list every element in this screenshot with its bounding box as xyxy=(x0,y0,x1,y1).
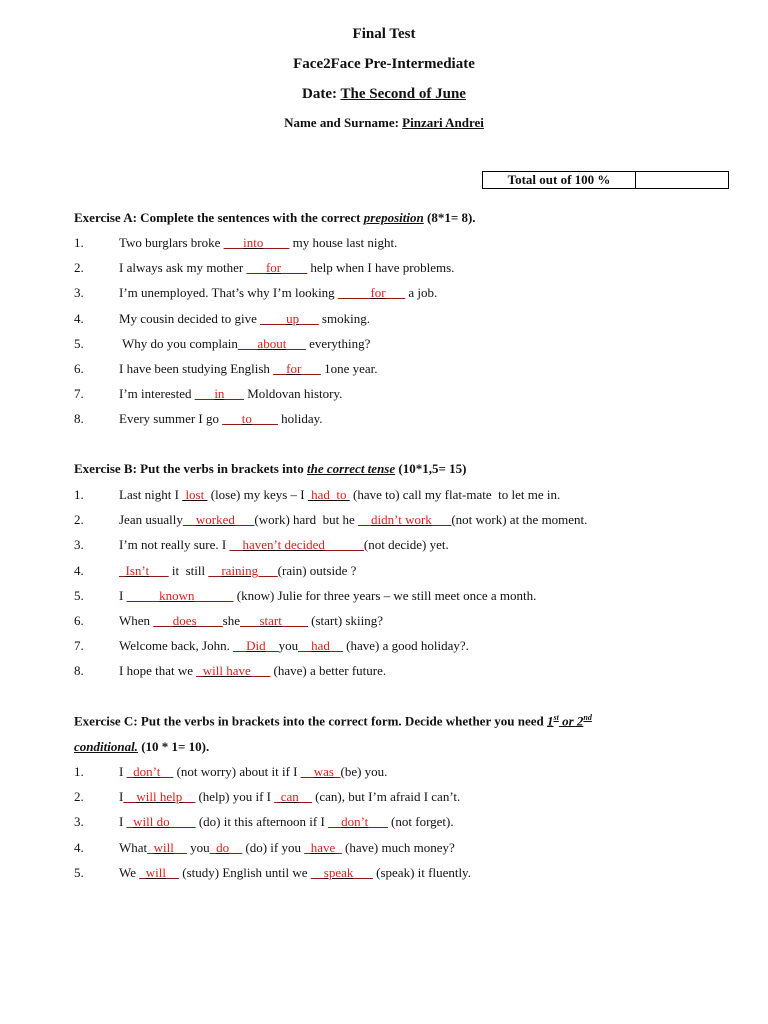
sentence-text: I’m interested xyxy=(119,386,195,402)
item-sentence xyxy=(119,537,449,553)
item-sentence xyxy=(119,285,437,301)
sentence-text: Last night I xyxy=(119,487,183,502)
exercise-title-part: the correct tense xyxy=(307,461,396,476)
item-sentence xyxy=(119,336,370,352)
answer-blank: ___does____ xyxy=(153,613,223,628)
sentence-text: We xyxy=(119,864,140,880)
sentence-text: I’m unemployed. That’s why I’m looking xyxy=(119,285,338,301)
item-number: 6. xyxy=(74,361,84,376)
sentence-text: (not worry) about it if I xyxy=(173,764,301,779)
item-number: 7. xyxy=(74,386,84,402)
sentence-text: it still xyxy=(168,562,209,578)
exercise-a-title xyxy=(74,210,476,226)
item-sentence xyxy=(119,512,587,528)
item-number: 6. xyxy=(74,613,84,628)
sentence-text: I xyxy=(119,789,124,805)
date-value: The Second of June xyxy=(340,86,466,102)
sentence-text: Jean usually xyxy=(119,512,183,528)
answer-blank: lost xyxy=(182,487,208,502)
item-number: 2. xyxy=(74,512,84,528)
answer-blank: __was_ xyxy=(300,764,341,779)
exercise-title-part: Exercise C: Put the verbs in brackets into the correct form. Decide whether you need xyxy=(74,713,547,729)
sentence-text: (have) a good holiday?. xyxy=(342,638,469,654)
sentence-text: What xyxy=(119,839,148,855)
exercise-c-title xyxy=(74,713,592,729)
item-number: 5. xyxy=(74,587,84,603)
answer-blank: __speak___ xyxy=(310,864,373,880)
answer-blank: _don’t__ xyxy=(126,764,174,779)
item-sentence xyxy=(119,487,560,503)
answer-blank: _will__ xyxy=(139,864,179,880)
sentence-text: Every summer I go xyxy=(119,411,223,427)
sentence-text: When xyxy=(119,613,154,628)
sentence-text: (start) skiing? xyxy=(307,613,383,628)
item-sentence xyxy=(119,588,536,604)
exercise-title-part: Exercise A: Complete the sentences with the correct xyxy=(74,210,364,225)
item-sentence xyxy=(119,386,342,402)
sentence-text: I xyxy=(119,764,127,779)
item-number: 1. xyxy=(74,235,84,250)
answer-blank: ____up___ xyxy=(260,310,319,326)
item-sentence xyxy=(119,840,455,856)
exercise-title-part: st xyxy=(553,713,559,722)
exercise-title-part: (8*1= 8). xyxy=(423,210,476,225)
sentence-text: smoking. xyxy=(318,310,370,326)
sentence-text: holiday. xyxy=(277,411,323,427)
item-sentence xyxy=(119,789,460,805)
answer-blank: __don’t___ xyxy=(328,814,388,830)
item-number: 4. xyxy=(74,839,84,855)
sentence-text: Two burglars broke xyxy=(119,235,224,250)
page-title: Final Test xyxy=(352,26,416,42)
item-sentence xyxy=(119,411,323,427)
item-number: 7. xyxy=(74,638,84,654)
answer-blank: __for___ xyxy=(273,361,321,376)
sentence-text: I always ask my mother xyxy=(119,260,247,276)
item-sentence xyxy=(119,764,387,780)
sentence-text: (speak) it fluently. xyxy=(372,864,471,880)
item-number: 2. xyxy=(74,260,84,276)
sentence-text: I’m not really sure. I xyxy=(119,537,230,553)
sentence-text: My cousin decided to give xyxy=(119,310,261,326)
sentence-text: a job. xyxy=(405,285,438,301)
exercise-c-title-continued xyxy=(74,739,209,755)
sentence-text: I have been studying English xyxy=(119,361,274,376)
sentence-text: Welcome back, John. xyxy=(119,638,234,654)
total-score-table xyxy=(482,171,729,189)
answer-blank: __haven’t decided______ xyxy=(229,537,364,553)
item-number: 5. xyxy=(74,335,84,351)
exercise-title-part: preposition xyxy=(363,210,424,225)
item-number: 1. xyxy=(74,764,84,779)
answer-blank: __Did__ xyxy=(233,638,279,654)
item-number: 1. xyxy=(74,487,84,502)
answer-blank: ___about___ xyxy=(237,335,306,351)
sentence-text: Moldovan history. xyxy=(243,386,343,402)
answer-blank: _Isn’t___ xyxy=(119,562,169,578)
item-sentence xyxy=(119,613,383,629)
answer-blank: ___start____ xyxy=(239,613,308,628)
item-number: 5. xyxy=(74,864,84,880)
answer-blank: ___in___ xyxy=(194,386,244,402)
sentence-text: (work) hard but he xyxy=(254,512,359,528)
sentence-text: Why do you complain xyxy=(119,335,238,351)
course-name: Face2Face Pre-Intermediate xyxy=(293,56,475,72)
sentence-text: you xyxy=(186,839,210,855)
sentence-text: help when I have problems. xyxy=(307,260,455,276)
sentence-text: (have to) call my flat-mate to let me in. xyxy=(349,487,561,502)
sentence-text: (not forget). xyxy=(387,814,454,830)
answer-blank: ___to____ xyxy=(222,411,278,427)
date-label: Date: xyxy=(302,86,338,102)
exercise-title-part: nd xyxy=(583,713,592,722)
sentence-text: I xyxy=(119,814,127,830)
exercise-title-part: Exercise B: Put the verbs in brackets into xyxy=(74,461,308,476)
sentence-text: (be) you. xyxy=(340,764,388,779)
exercise-title-part: (10*1,5= 15) xyxy=(395,461,467,476)
answer-blank: __worked___ xyxy=(182,512,255,528)
answer-blank: _will__ xyxy=(147,839,187,855)
answer-blank: __will help__ xyxy=(123,789,196,805)
answer-blank: _will have___ xyxy=(196,663,271,679)
sentence-text: everything? xyxy=(305,335,371,351)
sentence-text: (have) much money? xyxy=(341,839,455,855)
answer-blank: _____known______ xyxy=(126,587,234,603)
answer-blank: ___for____ xyxy=(246,260,308,276)
item-sentence xyxy=(119,638,469,654)
sentence-text: I hope that we xyxy=(119,663,197,679)
item-sentence xyxy=(119,311,370,327)
item-number: 2. xyxy=(74,789,84,805)
answer-blank: had to xyxy=(307,487,350,502)
sentence-text: (do) it this afternoon if I xyxy=(195,814,329,830)
exercise-title-part: 1 xyxy=(546,713,554,729)
sentence-text: (have) a better future. xyxy=(270,663,387,679)
item-sentence xyxy=(119,814,454,830)
name-label: Name and Surname: xyxy=(284,115,399,130)
sentence-text: my house last night. xyxy=(289,235,398,250)
name-value: Pinzari Andrei xyxy=(402,115,484,130)
item-number: 3. xyxy=(74,814,84,830)
exercise-b-title xyxy=(74,461,466,477)
answer-blank: _will do____ xyxy=(126,814,196,830)
item-sentence xyxy=(119,663,386,679)
answer-blank: _____for___ xyxy=(337,285,406,301)
name-line xyxy=(0,115,768,131)
sentence-text: (study) English until we xyxy=(178,864,311,880)
answer-blank: __had__ xyxy=(298,638,343,654)
sentence-text: you xyxy=(278,638,299,654)
total-score-value xyxy=(636,172,729,189)
sentence-text: (help) you if I xyxy=(195,789,275,805)
sentence-text: (not decide) yet. xyxy=(363,537,449,553)
sentence-text: (rain) outside ? xyxy=(277,562,357,578)
sentence-text: (know) Julie for three years – we still meet once a month. xyxy=(233,587,537,603)
item-number: 4. xyxy=(74,562,84,578)
sentence-text: (do) if you xyxy=(242,839,305,855)
answer-blank: ___into____ xyxy=(223,235,290,250)
item-number: 3. xyxy=(74,537,84,553)
answer-blank: _can__ xyxy=(274,789,312,805)
sentence-text: 1one year. xyxy=(320,361,378,376)
total-score-label: Total out of 100 % xyxy=(483,172,636,189)
answer-blank: __raining___ xyxy=(208,562,278,578)
sentence-text: I xyxy=(119,587,127,603)
answer-blank: __didn’t work___ xyxy=(358,512,452,528)
item-sentence xyxy=(119,235,397,251)
item-number: 3. xyxy=(74,285,84,301)
exercise-title-part: conditional. xyxy=(74,739,138,754)
item-sentence xyxy=(119,260,454,276)
item-sentence xyxy=(119,563,356,579)
answer-blank: _do__ xyxy=(209,839,243,855)
sentence-text: (lose) my keys – I xyxy=(207,487,308,502)
item-sentence xyxy=(119,865,471,881)
answer-blank: _have_ xyxy=(304,839,342,855)
sentence-text: (can), but I’m afraid I can’t. xyxy=(311,789,461,805)
item-sentence xyxy=(119,361,378,377)
sentence-text: she xyxy=(222,613,240,628)
item-number: 8. xyxy=(74,663,84,679)
item-number: 8. xyxy=(74,411,84,427)
date-line xyxy=(0,86,768,103)
exercise-title-part: or 2 xyxy=(558,713,584,729)
exercise-title-part: (10 * 1= 10). xyxy=(137,739,210,754)
sentence-text: (not work) at the moment. xyxy=(451,512,588,528)
item-number: 4. xyxy=(74,310,84,326)
